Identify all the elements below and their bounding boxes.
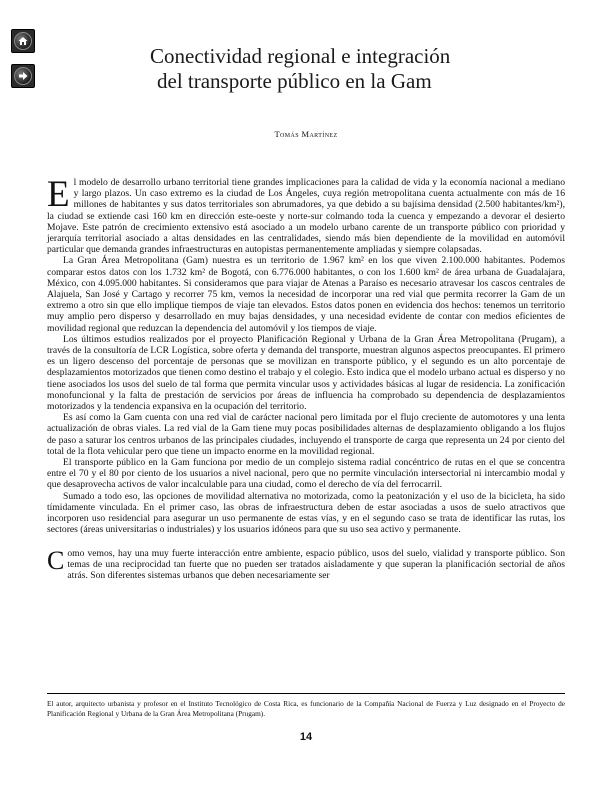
paragraph-7: [47, 545, 565, 582]
article-title: [120, 44, 520, 94]
page-number: 14: [299, 731, 313, 743]
paragraph-6: Sumado a todo eso, las opciones de movilidad alternativa no motorizada, como la peatonización y el uso de la bicicleta, ha sido tímidamente vinculada. En el primer caso, las obras de infraestructura deben de estar asociadas a usos de suelo atractivos que incorporen uso residencial para asegurar un uso permanente de estas vías, y en el segundo caso se trata de identificar las rutas, los sectores (áreas universitarias o industriales) y los usuarios idóneos para que su uso sea activo y permanente.: [47, 490, 565, 536]
next-page-button[interactable]: [11, 64, 35, 88]
paragraph-3: Los últimos estudios realizados por el proyecto Planificación Regional y Urbana de la Gran Área Metropolitana (Prugam), a través de la consultoría de LCR Logística, sobre oferta y demanda del transporte, muestran algunos aspectos preocupantes. El primero es un ligero descenso del porcentaje de personas que se movilizan en transporte público, y el segundo es un alto porcentaje de desplazamientos motorizados que tienen como destino el trabajo y el colegio. Esto indica que el modelo urbano actual es disperso y no tiene asociados los usos del suelo de tal forma que permita vincular usos y actividades básicas al lugar de residencia. La zonificación monofuncional y la falta de prestación de servicios por áreas de influencia ha comprobado su dependencia de desplazamientos motorizados y la tendencia expansiva en la ocupación del territorio.: [47, 333, 565, 413]
paragraph-text: l modelo de desarrollo urbano territorial tiene grandes implicaciones para la calidad de vida y la economía nacional a mediano y largo plazos. Un caso extremo es la ciudad de Los Ángeles, cuya región metropolitana cuenta actualmente con más de 16 millones de habitantes y sus datos territoriales son abrumadores, ya que debido a su bajísima densidad (2.500 habitantes/km²), la ciudad se extiende casi 160 km en dirección este-oeste y norte-sur colmando toda la cuenca y empezando a devorar el desierto Mojave. Este patrón de crecimiento extensivo está asociado a un modelo urbano carente de un transporte público con prioridad y jerarquía territorial asociado a altas densidades en las centralidades, siendo más bien dependiente de la movilidad en automóvil particular que demanda grandes infraestructuras en autopistas permanentemente ampliadas y siempre colapsadas.: [47, 177, 565, 256]
home-button[interactable]: [11, 29, 35, 53]
drop-cap: C: [47, 545, 65, 575]
paragraph-text: omo vemos, hay una muy fuerte interacción entre ambiente, espacio público, usos del suelo, vialidad y transporte público. Son temas de una reciprocidad tan fuerte que no pueden ser tratados aisladamente y que superan la planificación sectorial de años atrás. Son diferentes sistemas urbanos que deben necesariamente ser: [67, 547, 565, 581]
paragraph-5: El transporte público en la Gam funciona por medio de un complejo sistema radial concéntrico de rutas en el que se concentra entre el 70 y el 80 por ciento de los usuarios a nivel nacional, pero que no permite vinculación intersectorial ni intercambio modal y que desaprovecha activos de valor incalculable para una ciudad, como el derecho de vía del ferrocarril.: [47, 457, 565, 491]
article-body: [47, 174, 565, 581]
paragraph-4: Es así como la Gam cuenta con una red vial de carácter nacional pero limitada por el flujo creciente de automotores y una lenta actualización de obras viales. La red vial de la Gam tiene muy pocas posibilidades alternas de desplazamiento obligando a los flujos de paso a saturar los centros urbanos de las principales ciudades, incluyendo el transporte de carga que representa un 24 por ciento del total de la flota vehicular pero que tiene un impacto enorme en la movilidad regional.: [47, 412, 565, 457]
paragraph-1: [47, 174, 565, 256]
paragraph-2: La Gran Área Metropolitana (Gam) nuestra es un territorio de 1.967 km² en los que viven 2.100.000 habitantes. Podemos comparar estos datos con los 1.732 km² de Bogotá, con 6.776.000 habitantes, o con los 1.600 km² de área urbana de Guadalajara, México, con 4.095.000 habitantes. Si consideramos que para viajar de Atenas a Paraíso es necesario atravesar los cascos centrales de Alajuela, San José y Cartago y recorrer 75 km, vemos la necesidad de incorporar una red vial que permita recorrer la Gam de un extremo a otro sin que ello implique tiempos de viaje tan elevados. Estos datos ponen en evidencia dos hechos: tenemos un territorio muy amplio pero disperso y desarrollado en muy bajas densidades, y una necesidad evidente de contar con medios eficientes de movilidad regional que reduzcan la dependencia del automóvil y los tiempos de viaje.: [47, 255, 565, 334]
author-name: Tomás Martínez: [274, 129, 338, 139]
author-footnote: El autor, arquitecto urbanista y profesor en el Instituto Tecnológico de Costa Rica, es funcionario de la Compañía Nacional de Fuerza y Luz designado en el Proyecto de Planificación Regional y Urbana de la Gran Área Metropolitana (Prugam).: [47, 693, 565, 719]
home-icon: [14, 32, 32, 50]
next-arrow-icon: [14, 67, 32, 85]
title-line-2: del transporte público en la Gam: [157, 69, 432, 93]
title-line-1: Conectividad regional e integración: [150, 44, 451, 68]
drop-cap: E: [47, 174, 70, 215]
